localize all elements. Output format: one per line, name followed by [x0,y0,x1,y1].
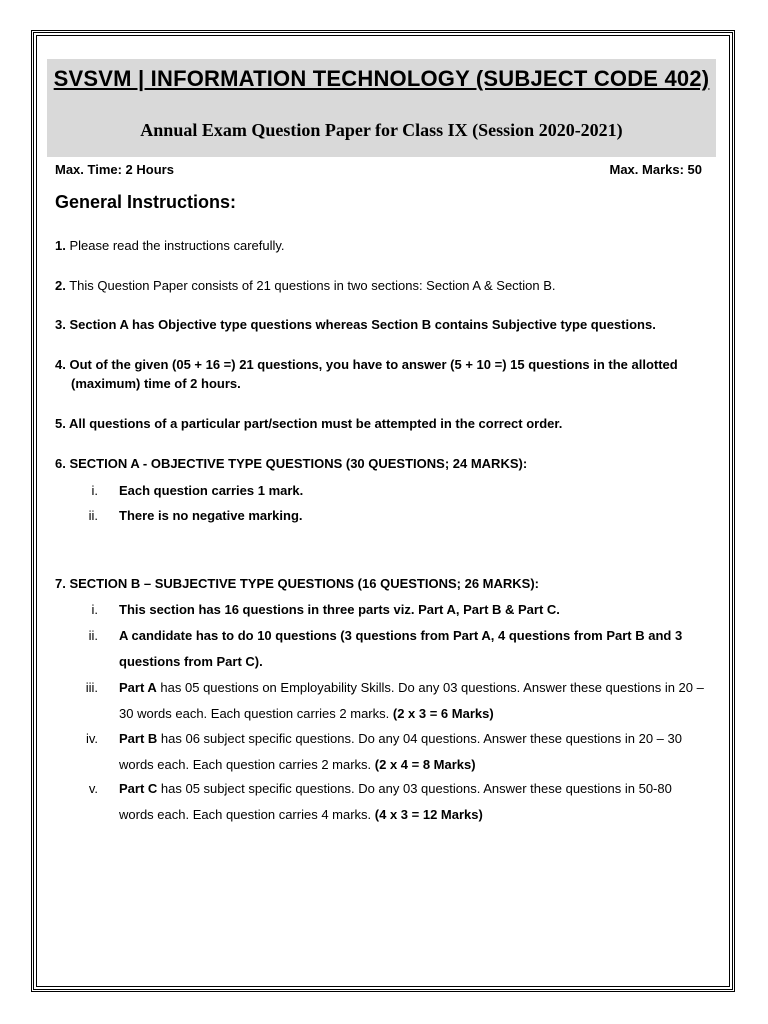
instruction-text: All questions of a particular part/section must be attempted in the correct order. [65,416,563,431]
part-description: has 06 subject specific questions. Do any 04 questions. Answer these questions in 20 – 30 words each. Each question carries 2 marks. [119,731,682,772]
part-description: has 05 subject specific questions. Do any 03 questions. Answer these questions in 50-80 words each. Each question carries 4 marks. [119,781,672,822]
instruction-text: Section A has Objective type questions whereas Section B contains Subjective type questions. [65,317,656,332]
instruction-number: 3. [55,317,66,332]
part-label: Part A [119,680,157,695]
instruction-number: 6. [55,456,66,471]
roman-numeral: iv. [85,731,98,746]
instruction-number: 2. [55,278,66,293]
section-a-point: Each question carries 1 mark. [119,483,304,498]
section-b-point [119,776,709,828]
exam-title: Annual Exam Question Paper for Class IX (Session 2020-2021) [140,120,623,140]
section-b-heading [55,574,705,593]
marks-formula: (2 x 4 = 8 Marks) [374,757,476,772]
instruction-text: SECTION B – SUBJECTIVE TYPE QUESTIONS (16 QUESTIONS; 26 MARKS): [65,576,539,591]
roman-numeral: ii. [88,508,98,523]
marks-formula: (4 x 3 = 12 Marks) [374,807,483,822]
roman-numeral: i. [91,483,98,498]
part-label: Part C [119,781,158,796]
part-description: has 05 questions on Employability Skills. Do any 03 questions. Answer these questions in 20 – 30 words each. Each question carries 2 marks. [119,680,704,721]
section-b-point [119,675,709,727]
instruction-item [55,355,705,393]
instruction-item [55,315,705,334]
instruction-text: Out of the given (05 + 16 =) 21 questions, you have to answer (5 + 10 =) 15 questions in the allotted [65,357,678,372]
instruction-number: 5. [55,416,66,431]
instruction-number: 1. [55,238,66,253]
instruction-number: 7. [55,576,66,591]
section-b-point: A candidate has to do 10 questions (3 questions from Part A, 4 questions from Part B and 3 questions from Part C). [119,628,683,669]
section-b-point [119,726,709,778]
max-marks: Max. Marks: 50 [609,162,702,177]
section-b-point: This section has 16 questions in three parts viz. Part A, Part B & Part C. [119,602,560,617]
marks-formula: (2 x 3 = 6 Marks) [392,706,494,721]
instruction-item [55,276,705,295]
school-title: SVSVM | INFORMATION TECHNOLOGY (SUBJECT CODE 402) [53,66,710,91]
max-time: Max. Time: 2 Hours [55,162,174,177]
roman-numeral: i. [91,602,98,617]
instruction-text: Please read the instructions carefully. [65,238,285,253]
part-label: Part B [119,731,158,746]
roman-numeral: iii. [85,680,98,695]
section-a-point: There is no negative marking. [119,508,303,523]
instruction-item [55,414,705,433]
instruction-text: SECTION A - OBJECTIVE TYPE QUESTIONS (30 QUESTIONS; 24 MARKS): [65,456,528,471]
instruction-text-continued: (maximum) time of 2 hours. [71,376,241,391]
section-a-heading [55,454,705,473]
general-instructions-heading: General Instructions: [55,192,237,212]
instruction-text: This Question Paper consists of 21 questions in two sections: Section A & Section B. [65,278,556,293]
instruction-number: 4. [55,357,66,372]
roman-numeral: ii. [88,628,98,643]
roman-numeral: v. [88,781,98,796]
instruction-item [55,236,705,255]
